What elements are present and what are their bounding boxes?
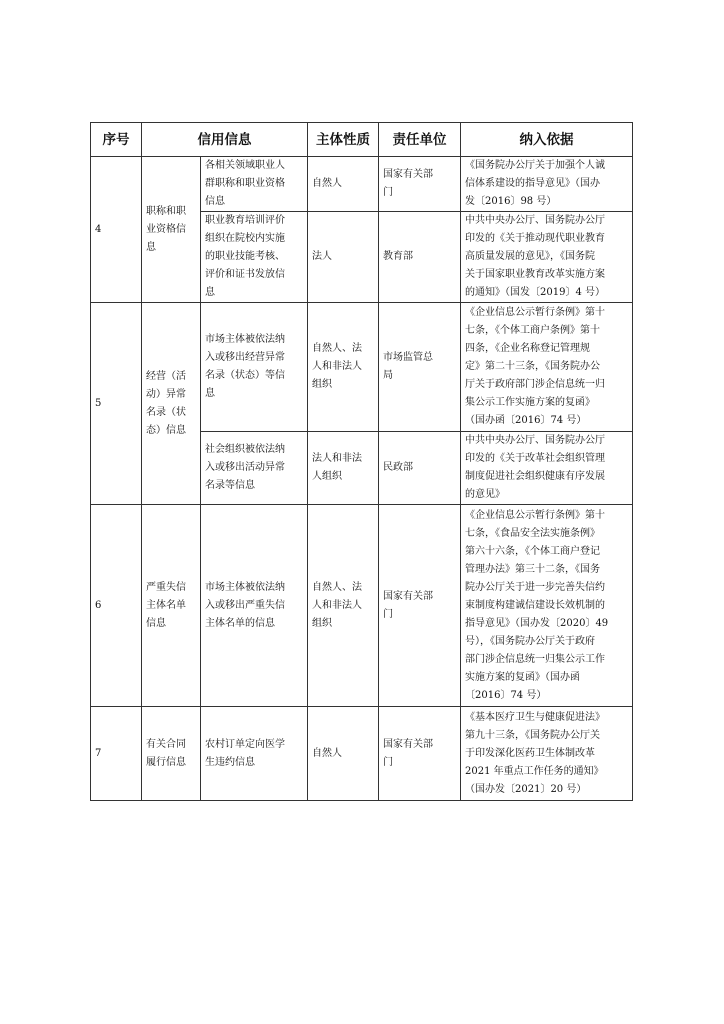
row-category: 经营（活 动）异常 名录（状 态）信息 bbox=[142, 303, 201, 505]
header-basis: 纳入依据 bbox=[461, 123, 633, 157]
row-basis: 中共中央办公厅、国务院办公厅 印发的《关于改革社会组织管理 制度促进社会组织健康有序发展 的意见》 bbox=[461, 432, 633, 505]
row-unit: 民政部 bbox=[379, 432, 461, 505]
header-credit-info: 信用信息 bbox=[142, 123, 308, 157]
row-number: 5 bbox=[91, 303, 142, 505]
row-basis: 《企业信息公示暂行条例》第十 七条，《个体工商户条例》第十 四条，《企业名称登记管理规 定》第二十三条，《国务院办公 厅关于政府部门涉企信息统一归 集公示工作实施方案的复函》 （国办函〔2016〕74 号） bbox=[461, 303, 633, 432]
row-info: 市场主体被依法纳 入或移出严重失信 主体名单的信息 bbox=[201, 505, 308, 707]
row-info: 职业教育培训评价 组织在院校内实施 的职业技能考核、 评价和证书发放信 息 bbox=[201, 212, 308, 303]
row-category: 职称和职 业资格信 息 bbox=[142, 157, 201, 303]
table-row bbox=[91, 707, 633, 801]
row-category: 有关合同 履行信息 bbox=[142, 707, 201, 801]
row-number: 6 bbox=[91, 505, 142, 707]
row-subject: 自然人、法 人和非法人 组织 bbox=[308, 505, 379, 707]
header-no: 序号 bbox=[91, 123, 142, 157]
row-info: 各相关领域职业人 群职称和职业资格 信息 bbox=[201, 157, 308, 212]
row-unit: 市场监管总 局 bbox=[379, 303, 461, 432]
table-row bbox=[91, 303, 633, 432]
row-info: 市场主体被依法纳 入或移出经营异常 名录（状态）等信 息 bbox=[201, 303, 308, 432]
row-basis: 《基本医疗卫生与健康促进法》 第九十三条，《国务院办公厅关 于印发深化医药卫生体制改革 2021 年重点工作任务的通知》 （国办发〔2021〕20 号） bbox=[461, 707, 633, 801]
table-row bbox=[91, 505, 633, 707]
row-info: 农村订单定向医学 生违约信息 bbox=[201, 707, 308, 801]
row-subject: 法人 bbox=[308, 212, 379, 303]
row-number: 7 bbox=[91, 707, 142, 801]
row-category: 严重失信 主体名单 信息 bbox=[142, 505, 201, 707]
row-number: 4 bbox=[91, 157, 142, 303]
row-unit: 国家有关部 门 bbox=[379, 505, 461, 707]
table-row bbox=[91, 157, 633, 212]
row-subject: 自然人、法 人和非法人 组织 bbox=[308, 303, 379, 432]
table-header-row bbox=[91, 123, 633, 157]
row-info: 社会组织被依法纳 入或移出活动异常 名录等信息 bbox=[201, 432, 308, 505]
header-responsible-unit: 责任单位 bbox=[379, 123, 461, 157]
row-subject: 自然人 bbox=[308, 157, 379, 212]
row-basis: 《企业信息公示暂行条例》第十 七条，《食品安全法实施条例》 第六十六条，《个体工商户登记 管理办法》第三十二条，《国务 院办公厅关于进一步完善失信约 束制度构建诚信建设长效机制的 指导意见》（国办发〔2020〕49 号），《国务院办公厅关于政府 部门涉企信息统一归集公示工作 实施方案的复函》（国办函 〔2016〕74 号） bbox=[461, 505, 633, 707]
row-unit: 教育部 bbox=[379, 212, 461, 303]
row-unit: 国家有关部 门 bbox=[379, 157, 461, 212]
row-unit: 国家有关部 门 bbox=[379, 707, 461, 801]
credit-info-table bbox=[90, 122, 633, 801]
header-subject-type: 主体性质 bbox=[308, 123, 379, 157]
row-subject: 自然人 bbox=[308, 707, 379, 801]
row-subject: 法人和非法 人组织 bbox=[308, 432, 379, 505]
row-basis: 《国务院办公厅关于加强个人诚 信体系建设的指导意见》（国办 发〔2016〕98 号） bbox=[461, 157, 633, 212]
row-basis: 中共中央办公厅、国务院办公厅 印发的《关于推动现代职业教育 高质量发展的意见》，《国务院 关于国家职业教育改革实施方案 的通知》（国发〔2019〕4 号） bbox=[461, 212, 633, 303]
